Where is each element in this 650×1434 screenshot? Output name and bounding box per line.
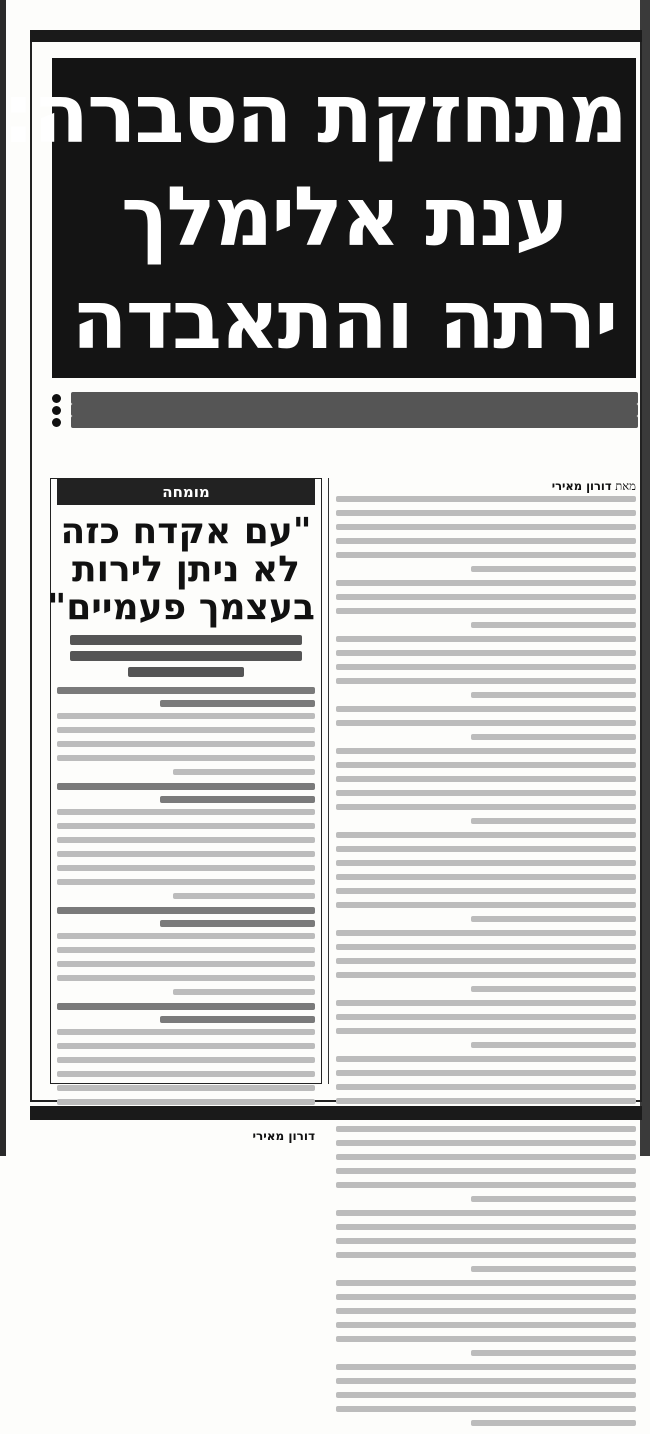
article-paragraph: [336, 496, 636, 572]
answer-line-placeholder: [57, 1043, 315, 1049]
text-line-placeholder: [336, 1364, 636, 1370]
text-line-placeholder: [471, 1420, 636, 1426]
answer-line-placeholder: [173, 989, 315, 995]
text-line-placeholder: [336, 832, 636, 838]
text-line-placeholder: [471, 692, 636, 698]
article-paragraph: [336, 1280, 636, 1356]
text-line-placeholder: [336, 552, 636, 558]
text-line-placeholder: [471, 916, 636, 922]
text-line-placeholder: [336, 720, 636, 726]
text-line-placeholder: [336, 804, 636, 810]
text-line-placeholder: [336, 664, 636, 670]
text-line-placeholder: [336, 1238, 636, 1244]
question-line-placeholder: [57, 1003, 315, 1010]
text-line-placeholder: [336, 1210, 636, 1216]
text-line-placeholder: [336, 1028, 636, 1034]
text-line-placeholder: [336, 636, 636, 642]
text-line-placeholder: [336, 1280, 636, 1286]
answer-line-placeholder: [57, 809, 315, 815]
byline-prefix: מאת: [615, 479, 636, 493]
text-line-placeholder: [336, 846, 636, 852]
answer-line-placeholder: [57, 755, 315, 761]
text-line-placeholder: [336, 888, 636, 894]
column-divider: [328, 478, 329, 1084]
bottom-rule: [30, 1106, 642, 1120]
answer-line-placeholder: [57, 879, 315, 885]
answer-line-placeholder: [173, 893, 315, 899]
text-line-placeholder: [336, 678, 636, 684]
article-paragraph: [336, 636, 636, 698]
answer-line-placeholder: [57, 1071, 315, 1077]
expert-title-line-1: "עם אקדח כזה: [60, 511, 312, 552]
question-line-placeholder: [160, 920, 315, 927]
answer-line-placeholder: [57, 1057, 315, 1063]
text-line-placeholder: [336, 580, 636, 586]
expert-title-line-2: לא ניתן לירות: [72, 549, 300, 590]
qa-question: [57, 783, 315, 803]
text-line-placeholder: [336, 1000, 636, 1006]
qa-question: [57, 1003, 315, 1023]
answer-line-placeholder: [57, 865, 315, 871]
qa-answer: [57, 713, 315, 775]
answer-line-placeholder: [57, 851, 315, 857]
subhead-line: [48, 416, 638, 428]
article-paragraph: [336, 1126, 636, 1202]
text-line-placeholder: [336, 524, 636, 530]
article-paragraph: [336, 930, 636, 992]
text-line-placeholder: [336, 902, 636, 908]
answer-line-placeholder: [57, 837, 315, 843]
question-line-placeholder: [57, 907, 315, 914]
answer-line-placeholder: [57, 741, 315, 747]
qa-question: [57, 687, 315, 707]
text-line-placeholder: [336, 608, 636, 614]
text-line-placeholder: [336, 706, 636, 712]
text-line-placeholder: [336, 1294, 636, 1300]
headline-line-2: ענת אלימלך: [120, 169, 568, 265]
answer-line-placeholder: [57, 727, 315, 733]
byline-author: דורון מאירי: [551, 479, 612, 493]
headline-line-3: ירתה והתאבדה: [71, 272, 617, 368]
subtitle-line-placeholder: [70, 651, 302, 661]
text-line-placeholder: [471, 1350, 636, 1356]
qa-answer: [57, 933, 315, 995]
text-line-placeholder: [336, 1182, 636, 1188]
text-line-placeholder: [336, 1140, 636, 1146]
answer-line-placeholder: [57, 823, 315, 829]
text-line-placeholder: [336, 1378, 636, 1384]
expert-frame: [47, 478, 322, 1143]
text-line-placeholder: [336, 776, 636, 782]
question-line-placeholder: [57, 783, 315, 790]
text-line-placeholder: [336, 650, 636, 656]
question-line-placeholder: [160, 700, 315, 707]
text-line-placeholder: [336, 972, 636, 978]
text-line-placeholder: [471, 818, 636, 824]
subtitle-line-placeholder: [70, 635, 302, 645]
text-line-placeholder: [336, 1056, 636, 1062]
text-line-placeholder: [336, 1126, 636, 1132]
byline: [336, 478, 636, 494]
subtitle-line-placeholder: [128, 667, 244, 677]
subhead-line: [48, 392, 638, 404]
article-paragraph: [336, 580, 636, 628]
answer-line-placeholder: [57, 713, 315, 719]
article-paragraph: [336, 1364, 636, 1426]
bullet-dot-icon: [52, 394, 61, 403]
subhead-text-placeholder: [71, 416, 638, 428]
text-line-placeholder: [471, 1196, 636, 1202]
qa-body: [57, 687, 315, 1119]
text-line-placeholder: [336, 510, 636, 516]
question-line-placeholder: [160, 1016, 315, 1023]
text-line-placeholder: [336, 1322, 636, 1328]
text-line-placeholder: [336, 1084, 636, 1090]
top-rule: [30, 30, 642, 42]
signature: דורון מאירי: [252, 1129, 315, 1143]
text-line-placeholder: [471, 1042, 636, 1048]
text-line-placeholder: [336, 790, 636, 796]
article-paragraph: [336, 706, 636, 740]
text-line-placeholder: [471, 566, 636, 572]
bullet-dot-icon: [52, 418, 61, 427]
answer-line-placeholder: [57, 1099, 315, 1105]
subhead-text-placeholder: [71, 404, 638, 416]
text-line-placeholder: [336, 1336, 636, 1342]
text-line-placeholder: [336, 930, 636, 936]
text-line-placeholder: [336, 762, 636, 768]
expert-subtitle: [57, 635, 315, 677]
question-line-placeholder: [57, 687, 315, 694]
text-line-placeholder: [336, 1154, 636, 1160]
text-line-placeholder: [336, 594, 636, 600]
headline-line-1: מתחזקת הסברה:: [1, 67, 626, 163]
text-line-placeholder: [471, 734, 636, 740]
question-line-placeholder: [160, 796, 315, 803]
text-line-placeholder: [336, 748, 636, 754]
text-line-placeholder: [336, 1168, 636, 1174]
answer-line-placeholder: [57, 1029, 315, 1035]
expert-sidebar: [47, 478, 322, 1143]
text-line-placeholder: [336, 1070, 636, 1076]
expert-title-line-3: בעצמך פעמיים": [47, 587, 315, 628]
bullet-dot-icon: [52, 406, 61, 415]
text-line-placeholder: [336, 1098, 636, 1104]
subhead: [48, 392, 638, 428]
subhead-line: [48, 404, 638, 416]
text-line-placeholder: [336, 1406, 636, 1412]
text-line-placeholder: [336, 944, 636, 950]
answer-line-placeholder: [57, 947, 315, 953]
answer-line-placeholder: [57, 933, 315, 939]
text-line-placeholder: [336, 496, 636, 502]
text-line-placeholder: [336, 874, 636, 880]
expert-label: מומחה: [57, 479, 315, 505]
text-line-placeholder: [471, 622, 636, 628]
text-line-placeholder: [336, 1014, 636, 1020]
text-line-placeholder: [336, 1308, 636, 1314]
headline-box: [1, 58, 636, 378]
answer-line-placeholder: [57, 1085, 315, 1091]
answer-line-placeholder: [57, 961, 315, 967]
text-line-placeholder: [336, 1392, 636, 1398]
text-line-placeholder: [336, 860, 636, 866]
text-line-placeholder: [336, 1224, 636, 1230]
text-line-placeholder: [336, 1252, 636, 1258]
answer-line-placeholder: [57, 975, 315, 981]
subhead-text-placeholder: [71, 392, 638, 404]
article-body: [336, 496, 636, 1426]
qa-question: [57, 907, 315, 927]
text-line-placeholder: [336, 958, 636, 964]
text-line-placeholder: [471, 1266, 636, 1272]
article-paragraph: [336, 832, 636, 922]
article-paragraph: [336, 1000, 636, 1048]
text-line-placeholder: [471, 986, 636, 992]
article-paragraph: [336, 748, 636, 824]
answer-line-placeholder: [173, 769, 315, 775]
main-article-column: [336, 478, 636, 1434]
article-paragraph: [336, 1210, 636, 1272]
text-line-placeholder: [336, 538, 636, 544]
qa-answer: [57, 809, 315, 899]
scan-edge-left: [0, 0, 6, 1156]
